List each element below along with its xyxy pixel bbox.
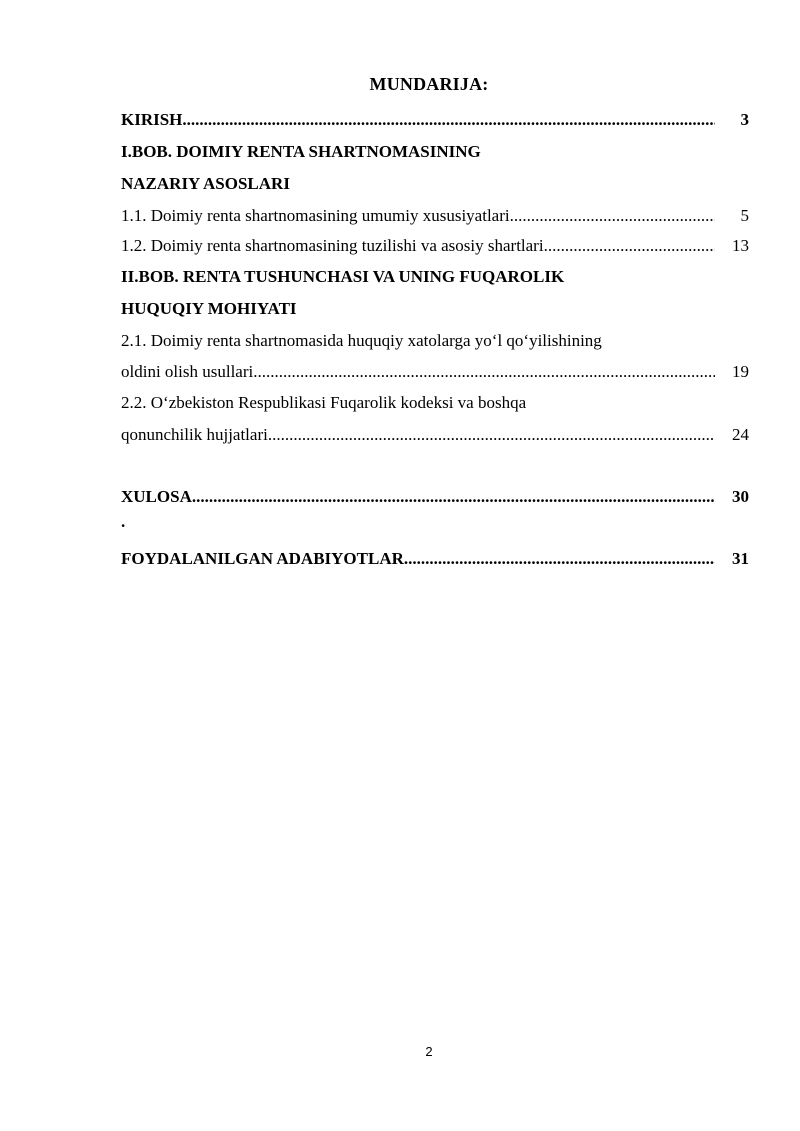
toc-leader-dots [253, 359, 715, 385]
toc-entry-adabiyotlar[interactable] [121, 546, 749, 572]
page-number: 2 [425, 1044, 433, 1059]
toc-page-number: 5 [740, 206, 749, 225]
toc-leader-dots [544, 233, 715, 259]
stray-period-mark: . [121, 512, 126, 531]
toc-entry-text: KIRISH [121, 110, 183, 129]
toc-page-number: 19 [732, 362, 749, 381]
toc-entry-2-2-line1[interactable]: 2.2. O‘zbekiston Respublikasi Fuqarolik kodeksi va boshqa [121, 393, 527, 412]
toc-entry-kirish[interactable] [121, 107, 749, 133]
toc-leader-dots [404, 546, 715, 572]
toc-entry-1-1[interactable] [121, 203, 749, 229]
toc-entry-text: qonunchilik hujjatlari [121, 425, 268, 444]
toc-entry-2-1[interactable] [121, 359, 749, 385]
toc-entry-2-1-line1[interactable]: 2.1. Doimiy renta shartnomasida huquqiy xatolarga yo‘l qo‘yilishining [121, 331, 602, 350]
toc-page-number: 13 [732, 236, 749, 255]
toc-page-number: 31 [732, 549, 749, 568]
toc-entry-xulosa[interactable] [121, 484, 749, 510]
toc-entry-text: FOYDALANILGAN ADABIYOTLAR [121, 549, 404, 568]
toc-chapter-2-heading-line1[interactable]: II.BOB. RENTA TUSHUNCHASI VA UNING FUQAROLIK [121, 267, 565, 286]
toc-page-number: 24 [732, 425, 749, 444]
toc-leader-dots [182, 107, 715, 133]
toc-leader-dots [192, 484, 715, 510]
toc-entry-text: 1.1. Doimiy renta shartnomasining umumiy xususiyatlari [121, 206, 510, 225]
toc-entry-2-2[interactable] [121, 422, 749, 448]
toc-chapter-1-heading-line2[interactable]: NAZARIY ASOSLARI [121, 174, 290, 193]
toc-entry-text: 1.2. Doimiy renta shartnomasining tuzilishi va asosiy shartlari [121, 236, 544, 255]
toc-chapter-1-heading-line1[interactable]: I.BOB. DOIMIY RENTA SHARTNOMASINING [121, 142, 481, 161]
toc-leader-dots [510, 203, 715, 229]
toc-leader-dots [268, 422, 715, 448]
toc-page-number: 3 [740, 110, 749, 129]
toc-title: MUNDARIJA: [369, 74, 489, 94]
toc-page-number: 30 [732, 487, 749, 506]
toc-entry-1-2[interactable] [121, 233, 749, 259]
toc-chapter-2-heading-line2[interactable]: HUQUQIY MOHIYATI [121, 299, 297, 318]
toc-entry-text: XULOSA [121, 487, 192, 506]
toc-entry-text: oldini olish usullari [121, 362, 254, 381]
